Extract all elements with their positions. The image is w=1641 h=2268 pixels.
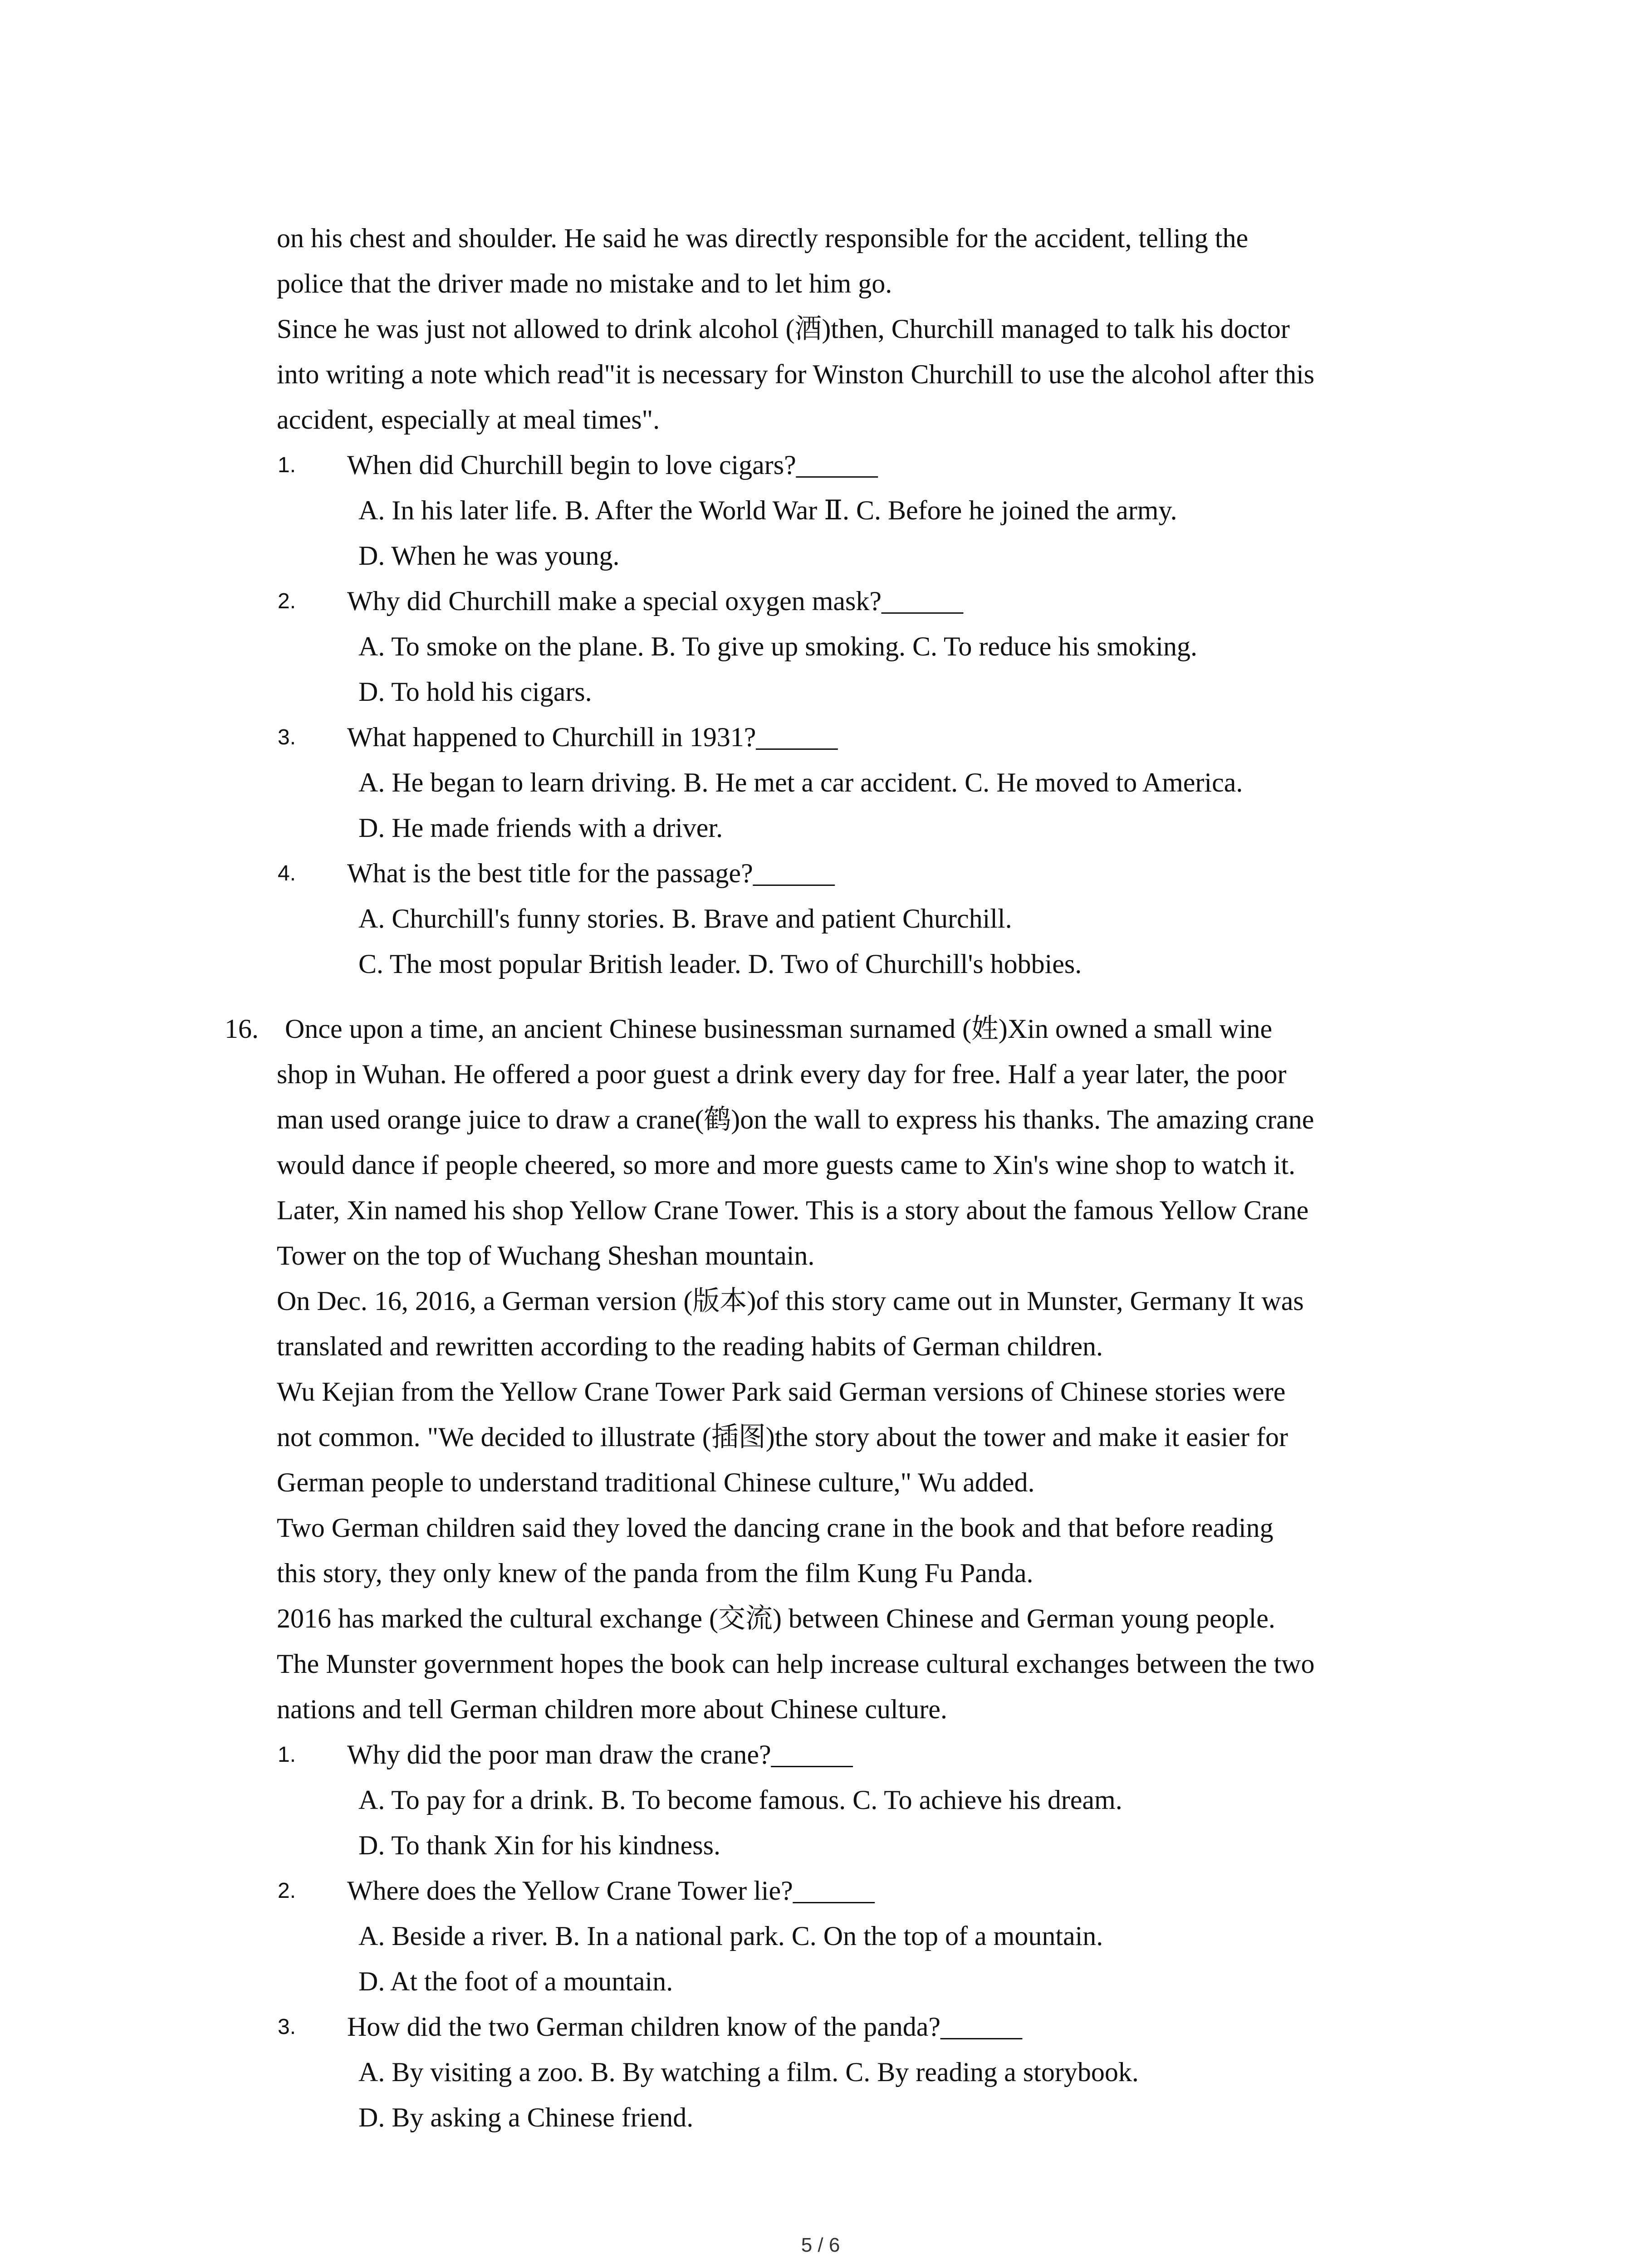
option-line: D. He made friends with a driver. (358, 813, 723, 843)
passage-line: The Munster government hopes the book can help increase cultural exchanges between the two (277, 1649, 1315, 1679)
passage-line: Later, Xin named his shop Yellow Crane Tower. This is a story about the famous Yellow Crane (277, 1195, 1309, 1225)
passage-line: Tower on the top of Wuchang Sheshan mountain. (277, 1241, 815, 1271)
option-line: A. By visiting a zoo. B. By watching a film. C. By reading a storybook. (358, 2057, 1139, 2087)
page-indicator: 5 / 6 (801, 2234, 840, 2256)
question-text: Why did Churchill make a special oxygen mask?______ (347, 586, 963, 616)
question-text: What is the best title for the passage?______ (347, 858, 835, 888)
question-number: 1. (278, 1743, 296, 1767)
question-number: 3. (278, 725, 296, 749)
option-line: A. He began to learn driving. B. He met a car accident. C. He moved to America. (358, 767, 1243, 797)
passage-number: 16. (225, 1014, 259, 1044)
option-line: A. Churchill's funny stories. B. Brave and patient Churchill. (358, 904, 1012, 934)
question-number: 3. (278, 2015, 296, 2039)
passage-line: translated and rewritten according to the reading habits of German children. (277, 1331, 1103, 1361)
question-text: When did Churchill begin to love cigars?______ (347, 450, 878, 480)
option-line: A. In his later life. B. After the World War Ⅱ. C. Before he joined the army. (358, 495, 1177, 525)
passage-line: nations and tell German children more about Chinese culture. (277, 1694, 947, 1724)
passage-line: Once upon a time, an ancient Chinese businessman surnamed (姓)Xin owned a small wine (285, 1014, 1273, 1044)
passage-line: on his chest and shoulder. He said he was directly responsible for the accident, telling the (277, 223, 1249, 253)
passage-line: this story, they only knew of the panda from the film Kung Fu Panda. (277, 1558, 1034, 1588)
passage-line: police that the driver made no mistake and to let him go. (277, 269, 892, 298)
passage-line: into writing a note which read"it is necessary for Winston Churchill to use the alcohol after this (277, 359, 1315, 389)
question-number: 4. (278, 861, 296, 885)
question-text: What happened to Churchill in 1931?______ (347, 722, 838, 752)
passage-line: not common. "We decided to illustrate (插图)the story about the tower and make it easier for (277, 1422, 1288, 1452)
option-line: D. By asking a Chinese friend. (358, 2102, 694, 2132)
passage-line: Wu Kejian from the Yellow Crane Tower Park said German versions of Chinese stories were (277, 1377, 1286, 1407)
option-line: D. To hold his cigars. (358, 677, 592, 707)
option-line: A. To smoke on the plane. B. To give up smoking. C. To reduce his smoking. (358, 631, 1197, 661)
passage-line: shop in Wuhan. He offered a poor guest a drink every day for free. Half a year later, the poor (277, 1059, 1287, 1089)
question-text: How did the two German children know of the panda?______ (347, 2012, 1022, 2042)
passage-line: accident, especially at meal times". (277, 405, 660, 435)
passage-line: Two German children said they loved the dancing crane in the book and that before reading (277, 1513, 1274, 1543)
option-line: A. To pay for a drink. B. To become famous. C. To achieve his dream. (358, 1785, 1122, 1815)
passage-line: On Dec. 16, 2016, a German version (版本)of this story came out in Munster, Germany It was (277, 1286, 1304, 1316)
passage-line: 2016 has marked the cultural exchange (交流) between Chinese and German young people. (277, 1603, 1275, 1633)
passage-line: German people to understand traditional Chinese culture," Wu added. (277, 1467, 1035, 1497)
option-line: A. Beside a river. B. In a national park. C. On the top of a mountain. (358, 1921, 1103, 1951)
option-line: D. To thank Xin for his kindness. (358, 1830, 720, 1860)
question-text: Why did the poor man draw the crane?______ (347, 1740, 853, 1769)
passage-line: would dance if people cheered, so more and more guests came to Xin's wine shop to watch it. (277, 1150, 1296, 1180)
question-text: Where does the Yellow Crane Tower lie?______ (347, 1876, 875, 1906)
question-number: 2. (278, 1879, 296, 1903)
passage-line: Since he was just not allowed to drink alcohol (酒)then, Churchill managed to talk his doctor (277, 314, 1290, 344)
option-line: C. The most popular British leader. D. Two of Churchill's hobbies. (358, 949, 1082, 979)
option-line: D. At the foot of a mountain. (358, 1966, 673, 1996)
question-number: 1. (278, 453, 296, 477)
passage-line: man used orange juice to draw a crane(鹤)on the wall to express his thanks. The amazing crane (277, 1105, 1314, 1134)
option-line: D. When he was young. (358, 541, 620, 571)
question-number: 2. (278, 589, 296, 613)
